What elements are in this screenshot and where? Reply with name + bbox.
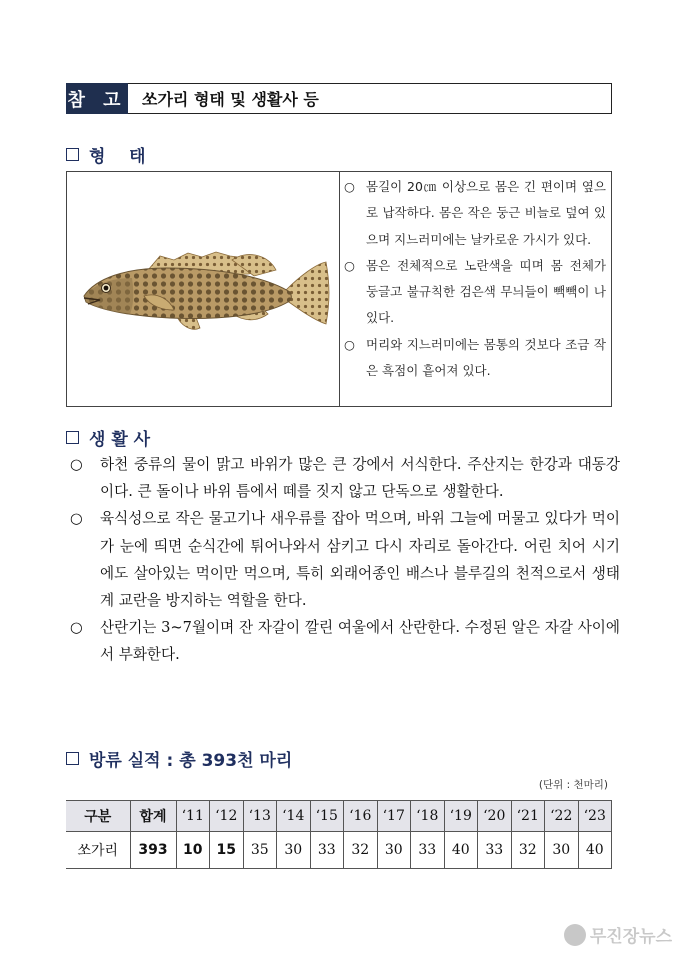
total-cell: 393 xyxy=(130,832,176,869)
column-header: ‘23 xyxy=(578,801,612,832)
column-header: 합계 xyxy=(130,801,176,832)
column-header: ‘15 xyxy=(310,801,344,832)
table-cell: 32 xyxy=(511,832,545,869)
life-heading-label: 생 활 사 xyxy=(89,430,151,450)
form-table-divider xyxy=(339,171,340,407)
column-header: ‘21 xyxy=(511,801,545,832)
table-cell: 35 xyxy=(243,832,277,869)
circle-bullet-icon: ○ xyxy=(344,336,355,352)
column-header: 구분 xyxy=(66,801,130,832)
table-cell: 33 xyxy=(310,832,344,869)
table-cell: 33 xyxy=(411,832,445,869)
table-cell: 30 xyxy=(545,832,579,869)
list-item: ○ 산란기는 3~7월이며 잔 자갈이 깔린 여울에서 산란한다. 수정된 알은 자갈 사이에서 부화한다. xyxy=(66,614,620,668)
table-cell: 30 xyxy=(277,832,311,869)
column-header: ‘13 xyxy=(243,801,277,832)
table-cell: 10 xyxy=(176,832,210,869)
fish-image xyxy=(78,240,330,340)
life-history-list xyxy=(66,451,620,669)
column-header: ‘17 xyxy=(377,801,411,832)
form-description xyxy=(344,174,606,384)
release-table xyxy=(66,800,612,869)
table-cell: 15 xyxy=(210,832,244,869)
circle-bullet-icon: ○ xyxy=(70,510,83,528)
circle-bullet-icon: ○ xyxy=(70,456,83,473)
watermark xyxy=(564,922,672,947)
circle-bullet-icon: ○ xyxy=(344,257,355,273)
column-header: ‘19 xyxy=(444,801,478,832)
list-item: ○ 몸길이 20㎝ 이상으로 몸은 긴 편이며 옆으로 납작하다. 몸은 작은 둥근 비늘로 덮여 있으며 지느러미에는 날카로운 가시가 있다. xyxy=(344,174,606,253)
column-header: ‘18 xyxy=(411,801,445,832)
table-cell: 30 xyxy=(377,832,411,869)
table-row xyxy=(66,832,612,869)
list-item: ○ 육식성으로 작은 물고기나 새우류를 잡아 먹으며, 바위 그늘에 머물고 있다가 먹이가 눈에 띄면 순식간에 튀어나와서 삼키고 다시 자리로 돌아간다. 어린 치어 시기에도 살아있는 먹이만 먹으며, 특히 외래어종인 배스나 블루길의 천적으로서 생태계 교란을 방지하는 역할을 한다. xyxy=(66,505,620,614)
checkbox-square-icon xyxy=(66,148,79,161)
checkbox-square-icon xyxy=(66,752,79,765)
column-header: ‘20 xyxy=(478,801,512,832)
page-title: 쏘가리 형태 및 생활사 등 xyxy=(142,90,319,109)
list-item: ○ 하천 중류의 물이 맑고 바위가 많은 큰 강에서 서식한다. 주산지는 한강과 대동강이다. 큰 돌이나 바위 틈에서 떼를 짓지 않고 단독으로 생활한다. xyxy=(66,451,620,505)
column-header: ‘11 xyxy=(176,801,210,832)
table-cell: 40 xyxy=(444,832,478,869)
list-item: ○ 몸은 전체적으로 노란색을 띠며 몸 전체가 둥글고 불규칙한 검은색 무늬들이 빽빽이 나 있다. xyxy=(344,253,606,332)
life-heading xyxy=(66,425,150,450)
column-header: ‘16 xyxy=(344,801,378,832)
column-header: ‘22 xyxy=(545,801,579,832)
column-header: ‘14 xyxy=(277,801,311,832)
release-heading xyxy=(66,746,292,771)
table-cell: 40 xyxy=(578,832,612,869)
checkbox-square-icon xyxy=(66,431,79,444)
watermark-text: 무진장뉴스 xyxy=(589,927,672,947)
table-cell: 33 xyxy=(478,832,512,869)
column-header: ‘12 xyxy=(210,801,244,832)
circle-bullet-icon: ○ xyxy=(70,619,83,637)
table-cell: 32 xyxy=(344,832,378,869)
release-heading-label: 방류 실적 : 총 393천 마리 xyxy=(89,751,293,771)
unit-label: (단위 : 천마리) xyxy=(538,779,608,791)
list-item: ○ 머리와 지느러미에는 몸통의 것보다 조금 작은 흑점이 흩어져 있다. xyxy=(344,332,606,385)
form-heading-label: 형 태 xyxy=(89,147,146,167)
table-header-row xyxy=(66,801,612,832)
watermark-logo-icon xyxy=(564,924,586,946)
row-label: 쏘가리 xyxy=(66,832,130,869)
form-heading xyxy=(66,142,146,167)
circle-bullet-icon: ○ xyxy=(344,179,355,194)
reference-tag: 참 고 xyxy=(66,83,128,114)
